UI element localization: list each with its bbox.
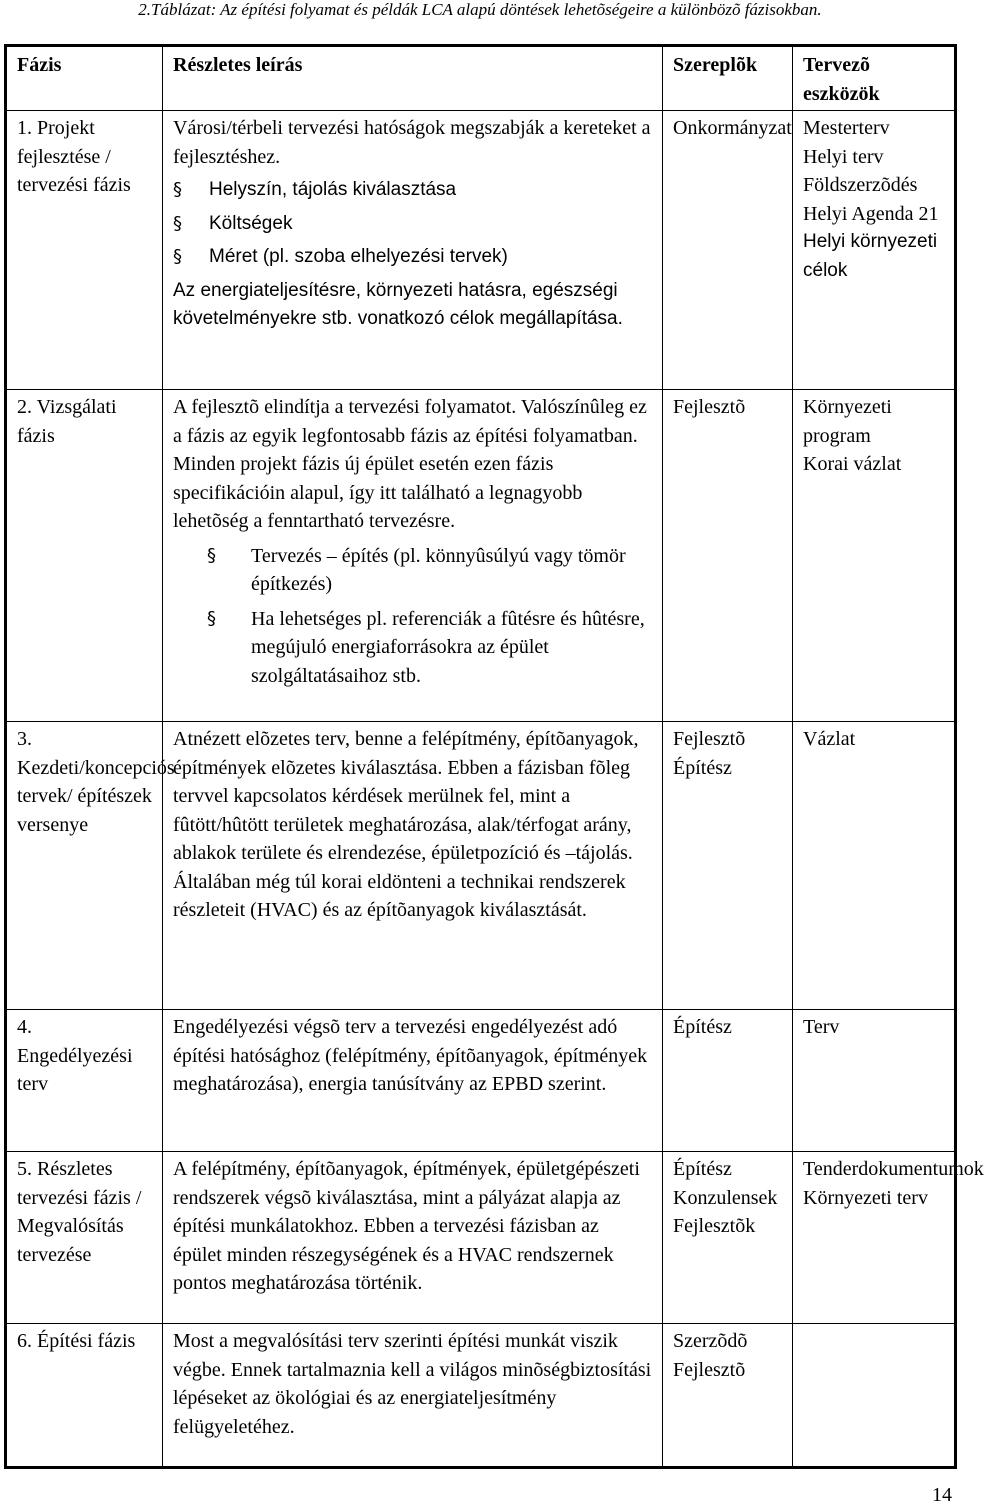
description-intro: A fejlesztõ elindítja a tervezési folyamatot. Valószínûleg ez a fázis az egyik legfontosabb fázis az építési folyamatban. Minden projekt fázis új épület esetén ezen fázis specifikációin alapul, így itt található a legnagyobb lehetõség a fenntartható tervezésre. bbox=[173, 396, 647, 532]
tool-item: Helyi Agenda 21 bbox=[803, 202, 939, 225]
tools-cell bbox=[793, 1324, 956, 1468]
header-actors: Szereplõk bbox=[663, 46, 793, 111]
actor-item: Szerzõdõ bbox=[673, 1330, 748, 1352]
description-cell bbox=[163, 390, 663, 722]
tools-cell bbox=[793, 722, 956, 1010]
description-intro: Városi/térbeli tervezési hatóságok megszabják a kereteket a fejlesztéshez. bbox=[173, 117, 651, 168]
description-cell: A felépítmény, építõanyagok, építmények, épületgépészeti rendszerek végsõ kiválasztása, mint a pályázat alapja az építési munkálatokhoz. Ebben a tervezési fázisban az épület minden részegységének és a HVAC rendszernek pontos meghatározása történik. bbox=[163, 1152, 663, 1324]
tool-item: Helyi terv bbox=[803, 145, 884, 168]
table-row bbox=[6, 111, 956, 390]
actor-item: Fejlesztõ bbox=[673, 728, 746, 750]
description-cell: Atnézett elõzetes terv, benne a felépítmény, építõanyagok, építmények elõzetes kiválasztása. Ebben a fázisban fõleg tervvel kapcsolatos kérdések merülnek fel, mint a fûtött/hûtött területek meghatározása, alak/térfogat arány, ablakok területe és elrendezése, épületpozíció és –tájolás. Általában még túl korai eldönteni a technikai rendszerek részleteit (HVAC) és az építõanyagok kiválasztását. bbox=[163, 722, 663, 1010]
tools-cell bbox=[793, 111, 956, 390]
bullet-icon: § bbox=[173, 179, 182, 200]
tool-item: Terv bbox=[803, 1016, 840, 1038]
tool-item: Korai vázlat bbox=[803, 453, 902, 475]
list-item: § Helyszín, tájolás kiválasztása bbox=[173, 176, 652, 205]
table-caption: 2.Táblázat: Az építési folyamat és példák LCA alapú döntések lehetõségeire a különbözõ fázisokban. bbox=[138, 0, 822, 19]
header-tools: Tervezõ eszközök bbox=[793, 46, 956, 111]
actor-item: Konzulensek bbox=[673, 1186, 778, 1209]
actor-item: Építész bbox=[673, 756, 732, 779]
actors-cell bbox=[663, 1152, 793, 1324]
tools-cell bbox=[793, 1010, 956, 1152]
actors-cell bbox=[663, 1010, 793, 1152]
phase-cell: 6. Építési fázis bbox=[6, 1324, 163, 1468]
bullet-icon: § bbox=[207, 544, 216, 566]
phase-cell: 4. Engedélyezési terv bbox=[6, 1010, 163, 1152]
tool-item: Földszerzõdés bbox=[803, 174, 918, 196]
list-item: § Tervezés – építés (pl. könnyûsúlyú vagy tömör építkezés) bbox=[173, 542, 652, 599]
table-row bbox=[6, 1010, 956, 1152]
tool-item: Mesterterv bbox=[803, 117, 890, 139]
tool-item: Tenderdokumentumok bbox=[803, 1158, 984, 1180]
actors-cell: Fejlesztõ bbox=[663, 390, 793, 722]
actor-item: Építész bbox=[673, 1016, 732, 1038]
description-cell: Most a megvalósítási terv szerinti építési munkát viszik végbe. Ennek tartalmaznia kell a világos minõségbiztosítási lépéseket az ökológiai és az energiateljesítmény felügyeletéhez. bbox=[163, 1324, 663, 1468]
tools-cell bbox=[793, 1152, 984, 1324]
table-row bbox=[6, 390, 956, 722]
table-row bbox=[6, 1324, 956, 1468]
phase-cell: 1. Projekt fejlesztése / tervezési fázis bbox=[6, 111, 163, 390]
list-item: § Méret (pl. szoba elhelyezési tervek) bbox=[173, 243, 652, 272]
bullet-icon: § bbox=[207, 607, 216, 629]
tool-item: Környezeti program bbox=[803, 396, 892, 447]
actors-cell bbox=[663, 1324, 793, 1468]
list-item: § Költségek bbox=[173, 210, 652, 239]
description-cell bbox=[163, 111, 663, 390]
table-row bbox=[6, 722, 956, 1010]
phase-cell: 2. Vizsgálati fázis bbox=[6, 390, 163, 722]
description-cell: Engedélyezési végsõ terv a tervezési engedélyezést adó építési hatósághoz (felépítmény, építõanyagok, építmények meghatározása), energia tanúsítvány az EPBD szerint. bbox=[163, 1010, 663, 1152]
actors-cell: Onkormányzat bbox=[663, 111, 793, 390]
actor-item: Fejlesztõk bbox=[673, 1215, 756, 1237]
tool-item: Vázlat bbox=[803, 728, 856, 750]
phase-cell: 3. Kezdeti/koncepciós tervek/ építészek versenye bbox=[6, 722, 163, 1010]
table-row bbox=[6, 1152, 956, 1324]
header-phase: Fázis bbox=[6, 46, 163, 111]
tool-item: Környezeti terv bbox=[803, 1186, 928, 1209]
actor-item: Fejlesztõ bbox=[673, 1358, 746, 1381]
header-row bbox=[6, 46, 956, 111]
phase-cell: 5. Részletes tervezési fázis / Megvalósítás tervezése bbox=[6, 1152, 163, 1324]
header-description: Részletes leírás bbox=[163, 46, 663, 111]
tools-cell bbox=[793, 390, 956, 722]
page-number: 14 bbox=[932, 1484, 952, 1506]
list-item: § Ha lehetséges pl. referenciák a fûtésre és hûtésre, megújuló energiaforrásokra az épület szolgáltatásaihoz stb. bbox=[173, 605, 652, 691]
bullet-icon: § bbox=[173, 246, 182, 267]
actor-item: Építész bbox=[673, 1158, 732, 1180]
actors-cell bbox=[663, 722, 793, 1010]
bullet-icon: § bbox=[173, 212, 182, 234]
tool-item: Helyi környezeti célok bbox=[803, 231, 938, 281]
lca-phase-table bbox=[4, 44, 984, 1469]
description-outro: Az energiateljesítésre, környezeti hatásra, egészségi követelményekre stb. vonatkozó célok megállapítása. bbox=[173, 279, 623, 329]
